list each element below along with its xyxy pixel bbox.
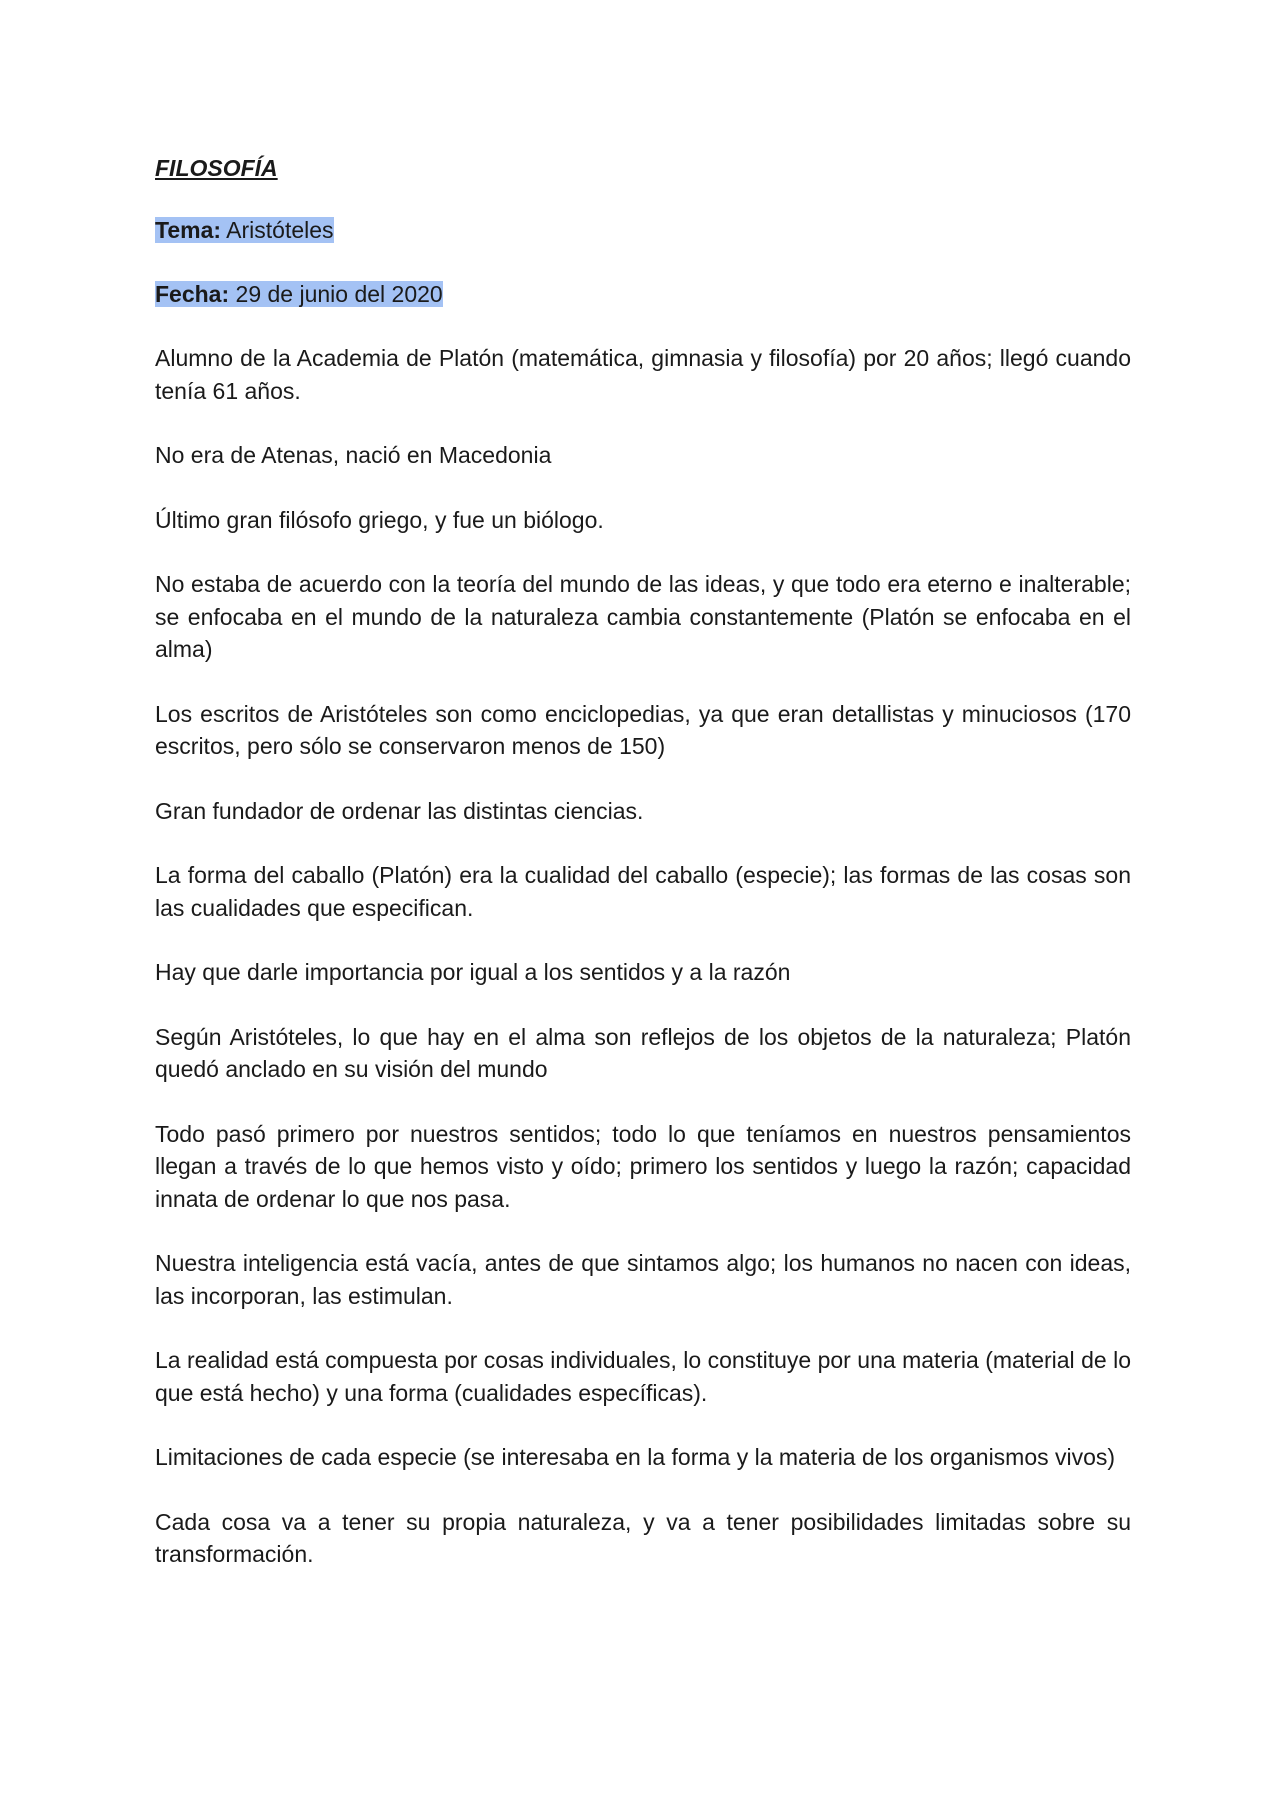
document-title: FILOSOFÍA bbox=[155, 155, 278, 181]
paragraph: La realidad está compuesta por cosas individuales, lo constituye por una materia (material de lo que está hecho) y una forma (cualidades específicas). bbox=[155, 1347, 1131, 1406]
paragraph: Todo pasó primero por nuestros sentidos; todo lo que teníamos en nuestros pensamientos llegan a través de lo que hemos visto y oído; primero los sentidos y luego la razón; capacidad innata de ordenar lo que nos pasa. bbox=[155, 1120, 1131, 1212]
date-line bbox=[155, 278, 1131, 310]
date-value: 29 de junio del 2020 bbox=[229, 281, 443, 307]
paragraph: Cada cosa va a tener su propia naturaleza, y va a tener posibilidades limitadas sobre su transformación. bbox=[155, 1508, 1131, 1567]
paragraph: No era de Atenas, nació en Macedonia bbox=[155, 442, 552, 468]
date-label: Fecha: bbox=[155, 281, 230, 307]
paragraph: Limitaciones de cada especie (se interesaba en la forma y la materia de los organismos vivos) bbox=[155, 1444, 1116, 1470]
paragraph: Según Aristóteles, lo que hay en el alma son reflejos de los objetos de la naturaleza; Platón quedó anclado en su visión del mundo bbox=[155, 1023, 1131, 1082]
paragraph: La forma del caballo (Platón) era la cualidad del caballo (especie); las formas de las cosas son las cualidades que especifican. bbox=[155, 862, 1131, 921]
topic-highlight bbox=[155, 217, 334, 243]
topic-value: Aristóteles bbox=[221, 217, 334, 243]
paragraph: Alumno de la Academia de Platón (matemática, gimnasia y filosofía) por 20 años; llegó cuando tenía 61 años. bbox=[155, 345, 1131, 404]
paragraph: Gran fundador de ordenar las distintas ciencias. bbox=[155, 797, 644, 824]
paragraph: Hay que darle importancia por igual a los sentidos y a la razón bbox=[155, 959, 791, 985]
date-highlight bbox=[155, 281, 443, 307]
paragraph: Nuestra inteligencia está vacía, antes de que sintamos algo; los humanos no nacen con ideas, las incorporan, las estimulan. bbox=[155, 1250, 1131, 1309]
topic-line bbox=[155, 214, 1131, 246]
paragraph: Último gran filósofo griego, y fue un biólogo. bbox=[155, 506, 604, 533]
paragraph: Los escritos de Aristóteles son como enciclopedias, ya que eran detallistas y minuciosos (170 escritos, pero sólo se conservaron menos de 150) bbox=[155, 700, 1131, 759]
topic-label: Tema: bbox=[155, 217, 222, 243]
paragraph: No estaba de acuerdo con la teoría del mundo de las ideas, y que todo era eterno e inalterable; se enfocaba en el mundo de la naturaleza cambia constantemente (Platón se enfocaba en el alma) bbox=[155, 571, 1131, 662]
